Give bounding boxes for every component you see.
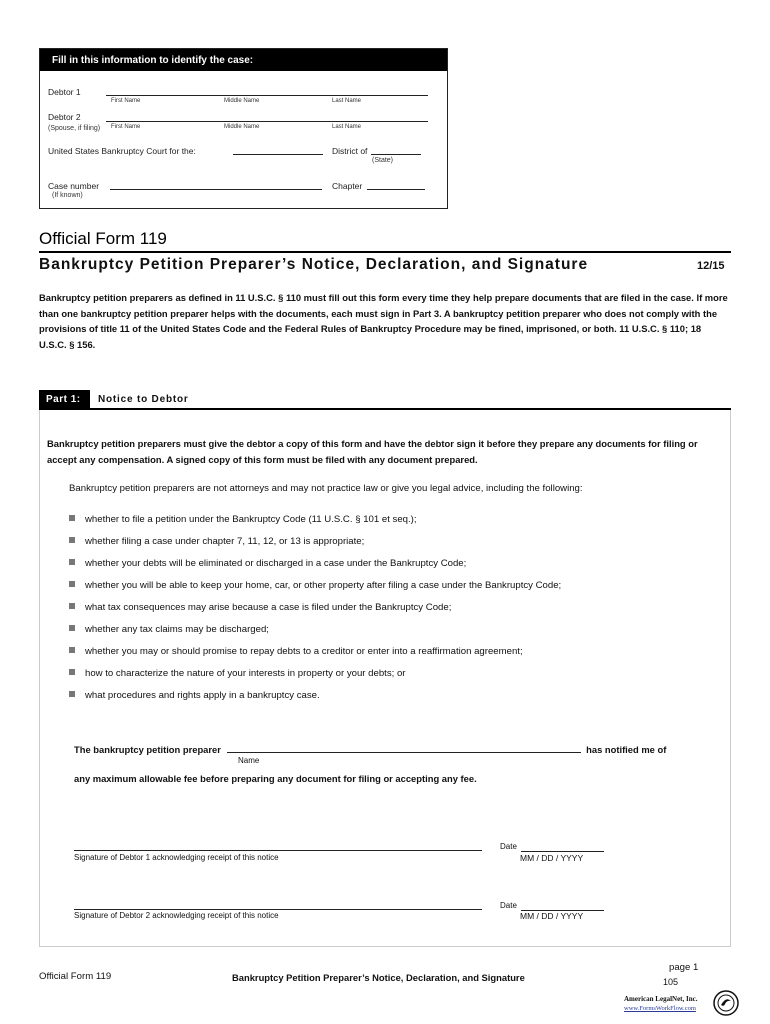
debtor1-signature-caption: Signature of Debtor 1 acknowledging receipt of this notice [74, 853, 279, 862]
list-item: whether you will be able to keep your home, car, or other property after filing a case under the Bankruptcy Code; [69, 580, 561, 591]
debtor2-signature-caption: Signature of Debtor 2 acknowledging receipt of this notice [74, 911, 279, 920]
debtor2-name-field[interactable] [106, 112, 428, 122]
list-item: how to characterize the nature of your interests in property or your debts; or [69, 668, 406, 679]
list-item: whether any tax claims may be discharged; [69, 624, 269, 635]
debtor1-middle-name-caption: Middle Name [224, 98, 260, 104]
footer-title: Bankruptcy Petition Preparer’s Notice, Declaration, and Signature [232, 972, 525, 983]
logo-url-link[interactable]: www.FormsWorkFlow.com [624, 1005, 696, 1012]
fee-statement: any maximum allowable fee before preparing any document for filing or accepting any fee. [74, 773, 477, 784]
debtor2-middle-name-caption: Middle Name [224, 124, 260, 130]
debtor1-label: Debtor 1 [48, 87, 81, 97]
list-item: whether filing a case under chapter 7, 11, 12, or 13 is appropriate; [69, 536, 364, 547]
notified-suffix: has notified me of [586, 744, 667, 755]
list-item: what tax consequences may arise because a case is filed under the Bankruptcy Code; [69, 602, 451, 613]
debtor2-date-format: MM / DD / YYYY [520, 911, 584, 921]
bullet-square-icon [69, 691, 75, 697]
debtor1-date-field[interactable] [521, 851, 604, 852]
debtor2-spouse-caption: (Spouse, if filing) [48, 125, 101, 132]
footer-page-number: page 1 [669, 962, 699, 973]
part1-title: Notice to Debtor [98, 394, 189, 405]
district-field[interactable] [371, 145, 421, 155]
bullet-square-icon [69, 515, 75, 521]
court-label: United States Bankruptcy Court for the: [48, 146, 196, 156]
form-intro: Bankruptcy petition preparers as defined in 11 U.S.C. § 110 must fill out this form every time they help prepare documents that are filed in the case. If more than one bankruptcy petition preparer helps with the documents, each must sign in Part 3. A bankruptcy petition preparer who does not comply with the provisions of title 11 of the United States Code and the Federal Rules of Bankruptcy Procedure may be fined, imprisoned, or both. 11 U.S.C. § 110; 18 U.S.C. § 156. [39, 292, 728, 350]
part1-rule [39, 408, 731, 410]
bullet-square-icon [69, 603, 75, 609]
debtor2-first-name-caption: First Name [111, 124, 141, 130]
notified-prefix: The bankruptcy petition preparer [74, 744, 221, 755]
bullet-square-icon [69, 559, 75, 565]
title-rule [39, 251, 731, 253]
footer-form-number: Official Form 119 [39, 971, 112, 982]
preparer-name-caption: Name [238, 756, 260, 765]
footer-page-code: 105 [663, 977, 679, 987]
debtor2-last-name-caption: Last Name [332, 124, 362, 130]
case-identification-box [39, 48, 448, 209]
not-attorneys-paragraph: Bankruptcy petition preparers are not attorneys and may not practice law or give you legal advice, including the following: [69, 483, 583, 494]
list-item: what procedures and rights apply in a bankruptcy case. [69, 690, 320, 701]
chapter-label: Chapter [332, 181, 363, 191]
bullet-square-icon [69, 625, 75, 631]
state-caption: (State) [372, 157, 394, 164]
court-field[interactable] [233, 145, 323, 155]
bullet-square-icon [69, 669, 75, 675]
preparer-notified-statement [74, 743, 666, 755]
case-number-label: Case number [48, 181, 100, 191]
debtor2-signature-line[interactable] [74, 909, 482, 910]
preparer-name-field[interactable] [227, 743, 581, 753]
part1-tag: Part 1: [39, 390, 90, 410]
case-number-field[interactable] [110, 180, 322, 190]
form-number: Official Form 119 [39, 229, 167, 248]
case-identification-header: Fill in this information to identify the case: [40, 49, 447, 71]
bullet-square-icon [69, 647, 75, 653]
debtor1-first-name-caption: First Name [111, 98, 141, 104]
debtor1-date-label: Date [500, 842, 517, 851]
list-item: whether your debts will be eliminated or discharged in a case under the Bankruptcy Code; [69, 558, 466, 569]
case-number-known-caption: (If known) [52, 192, 83, 199]
list-item: whether you may or should promise to repay debts to a creditor or enter into a reaffirmation agreement; [69, 646, 523, 657]
logo-company-name: American LegalNet, Inc. [624, 995, 698, 1003]
bullet-square-icon [69, 537, 75, 543]
debtor2-label: Debtor 2 [48, 112, 81, 122]
list-item: whether to file a petition under the Bankruptcy Code (11 U.S.C. § 101 et seq.); [69, 514, 417, 525]
form-title: Bankruptcy Petition Preparer’s Notice, Declaration, and Signature [39, 256, 589, 273]
district-label: District of [332, 146, 368, 156]
company-seal-icon [713, 990, 739, 1016]
bullet-square-icon [69, 581, 75, 587]
debtor1-name-field[interactable] [106, 86, 428, 96]
must-give-paragraph: Bankruptcy petition preparers must give the debtor a copy of this form and have the debtor sign it before they prepare any documents for filing or accept any compensation. A signed copy of this form must be filed with any document prepared. [47, 438, 698, 465]
debtor2-date-label: Date [500, 901, 517, 910]
debtor1-signature-line[interactable] [74, 850, 482, 851]
debtor1-date-format: MM / DD / YYYY [520, 853, 584, 863]
chapter-field[interactable] [367, 180, 425, 190]
debtor1-last-name-caption: Last Name [332, 98, 362, 104]
form-revision: 12/15 [697, 260, 725, 272]
